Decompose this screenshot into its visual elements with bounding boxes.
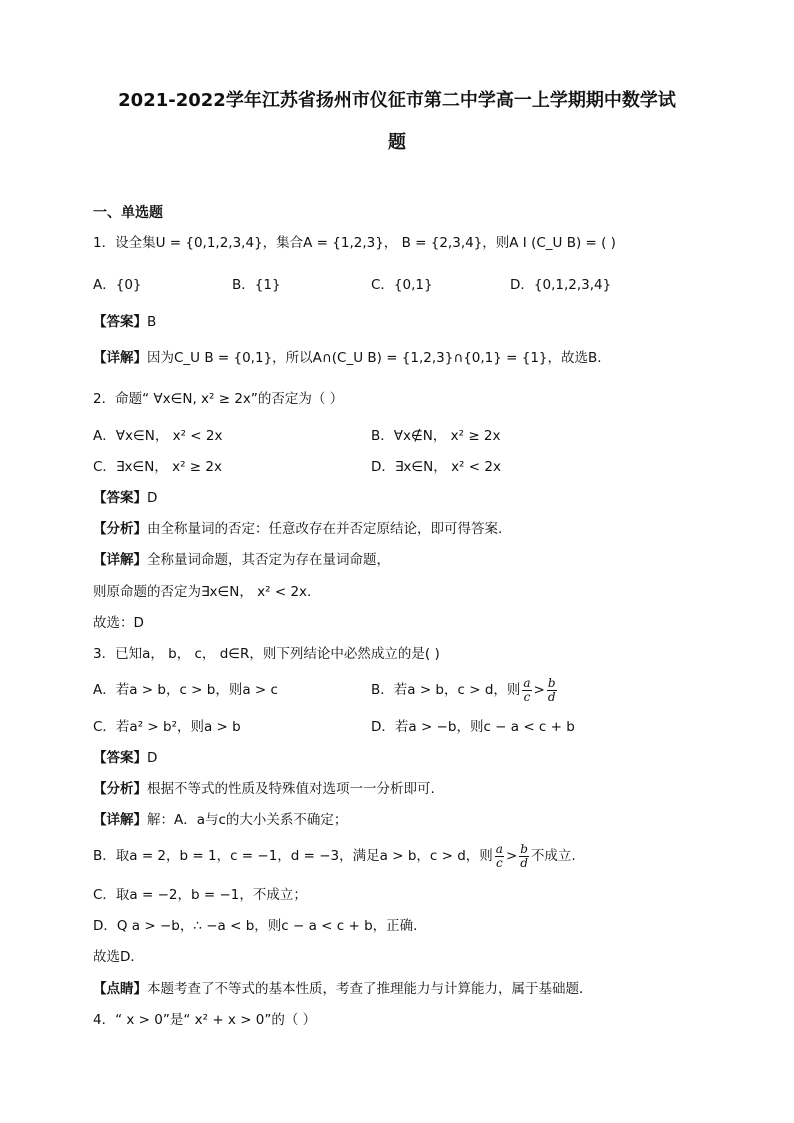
greater-than: > <box>533 682 545 698</box>
answer-value: B <box>147 314 157 330</box>
q1-option-b: B．{1} <box>232 277 281 293</box>
q3-detail-b <box>93 842 576 870</box>
q3-option-d: D．若a > −b，则c − a < c + b <box>371 719 575 735</box>
q3-detail <box>93 811 347 829</box>
fraction-numerator: a <box>523 675 531 690</box>
comment-text: 本题考查了不等式的基本性质，考查了推理能力与计算能力，属于基础题． <box>147 981 593 997</box>
answer-tag: 【答案】 <box>93 490 147 506</box>
detail-tag: 【详解】 <box>93 812 147 828</box>
q2-option-d: D．∃x∈N， x² < 2x <box>371 459 501 475</box>
detail-text: 全称量词命题，其否定为存在量词命题， <box>147 552 390 568</box>
q2-detail-line2: 则原命题的否定为∃x∈N， x² < 2x. <box>93 584 312 600</box>
analysis-tag: 【分析】 <box>93 781 147 797</box>
answer-tag: 【答案】 <box>93 750 147 766</box>
fraction-b-over-d <box>547 677 557 704</box>
fraction-denominator: d <box>520 855 528 870</box>
q3-analysis <box>93 780 435 798</box>
q2-choose: 故选：D <box>93 615 144 631</box>
q3-option-c: C．若a² > b²，则a > b <box>93 719 241 735</box>
detail-text: 因为C_U B = {0,1}，所以A∩(C_U B) = {1,2,3}∩{0,1} = {1}，故选B. <box>147 350 602 366</box>
analysis-text: 由全称量词的否定：任意改存在并否定原结论，即可得答案. <box>147 521 503 537</box>
document-title-line1: 2021-2022学年江苏省扬州市仪征市第二中学高一上学期期中数学试 <box>118 90 676 111</box>
answer-value: D <box>147 490 158 506</box>
q1-stem: 1．设全集U = {0,1,2,3,4}，集合A = {1,2,3}， B = {2,3,4}，则A I (C_U B) = ( ) <box>93 235 616 251</box>
analysis-tag: 【分析】 <box>93 521 147 537</box>
q1-detail <box>93 349 602 367</box>
fraction-denominator: c <box>495 855 503 870</box>
document-title-line2: 题 <box>388 132 406 153</box>
fraction-denominator: c <box>523 689 531 704</box>
q3-stem: 3．已知a， b， c， d∈R，则下列结论中必然成立的是( ) <box>93 646 440 662</box>
section-heading: 一、单选题 <box>93 205 163 221</box>
q2-stem: 2．命题“ ∀x∈N, x² ≥ 2x”的否定为（ ） <box>93 391 344 407</box>
q4-stem: 4．“ x > 0”是“ x² + x > 0”的（ ） <box>93 1012 317 1028</box>
q3-option-a: A．若a > b，c > b，则a > c <box>93 682 278 698</box>
fraction-numerator: b <box>520 841 528 856</box>
q1-option-a: A．{0} <box>93 277 142 293</box>
detail-tag: 【详解】 <box>93 552 147 568</box>
q3-answer <box>93 749 157 767</box>
fraction-numerator: a <box>495 841 503 856</box>
answer-tag: 【答案】 <box>93 314 147 330</box>
q2-option-c: C．∃x∈N， x² ≥ 2x <box>93 459 222 475</box>
q1-option-c: C．{0,1} <box>371 277 433 293</box>
greater-than: > <box>505 848 518 864</box>
option-b-prefix: B．若a > b，c > d，则 <box>371 682 521 698</box>
q2-analysis <box>93 520 502 538</box>
q2-detail <box>93 551 390 569</box>
fraction-numerator: b <box>547 675 556 690</box>
q3-comment <box>93 980 593 998</box>
q3-detail-d: D．Q a > −b，∴ −a < b，则c − a < c + b，正确. <box>93 918 418 934</box>
answer-value: D <box>147 750 158 766</box>
q3-detail-c: C．取a = −2，b = −1，不成立； <box>93 887 307 903</box>
fraction-a-over-c <box>495 843 504 870</box>
q2-answer <box>93 489 157 507</box>
detail-tag: 【详解】 <box>93 350 147 366</box>
detail-b-suffix: 不成立. <box>530 848 576 864</box>
analysis-text: 根据不等式的性质及特殊值对选项一一分析即可. <box>147 781 435 797</box>
q3-choose: 故选D． <box>93 949 144 965</box>
detail-b-prefix: B．取a = 2，b = 1，c = −1，d = −3，满足a > b，c > d，则 <box>93 848 493 864</box>
fraction-denominator: d <box>547 689 556 704</box>
q2-option-b: B．∀x∉N， x² ≥ 2x <box>371 428 501 444</box>
q3-option-b <box>371 676 559 704</box>
detail-text: 解：A．a与c的大小关系不确定； <box>147 812 348 828</box>
comment-tag: 【点睛】 <box>93 981 147 997</box>
q1-answer <box>93 313 156 331</box>
q2-option-a: A．∀x∈N， x² < 2x <box>93 428 223 444</box>
fraction-a-over-c <box>522 677 531 704</box>
q1-option-d: D．{0,1,2,3,4} <box>510 277 612 293</box>
fraction-b-over-d <box>519 843 529 870</box>
